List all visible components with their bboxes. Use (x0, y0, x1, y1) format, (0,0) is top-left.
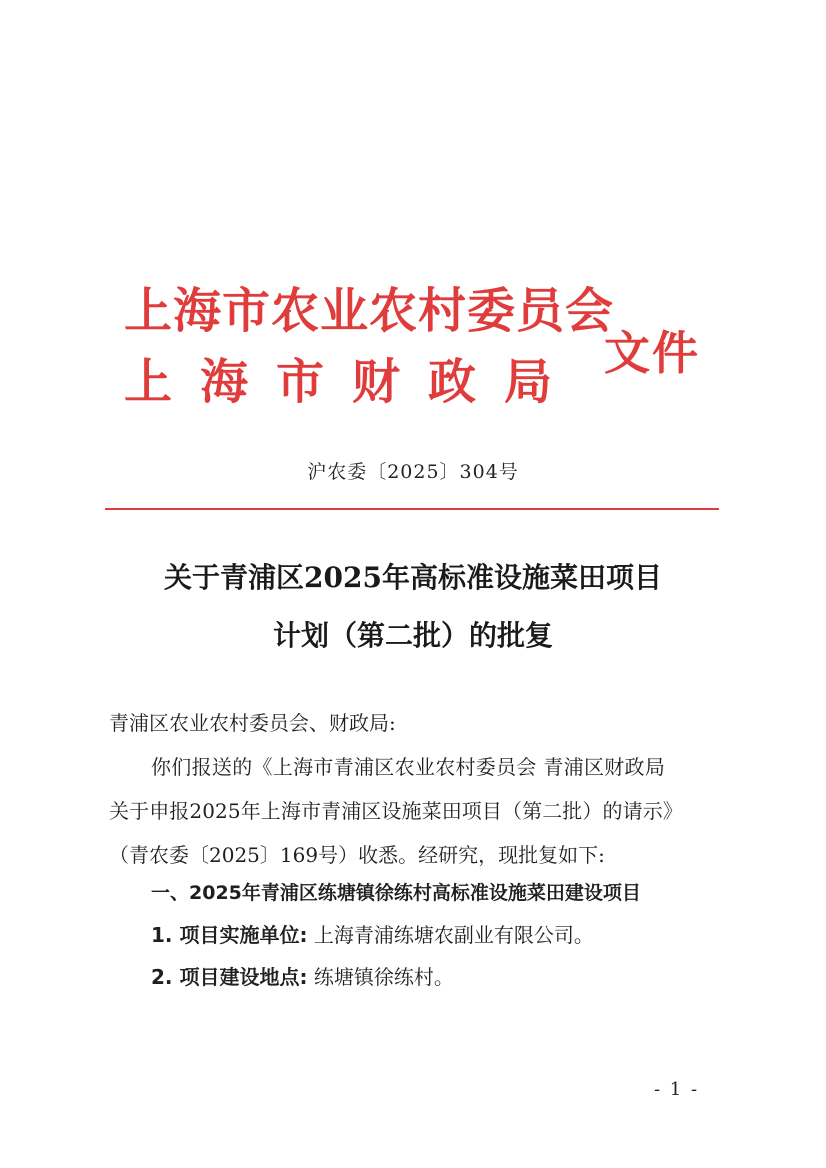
document-title-line-1: 关于青浦区2025年高标准设施菜田项目 (164, 561, 662, 594)
section-heading: 一、2025年青浦区练塘镇徐练村高标准设施菜田建设项目 (151, 882, 641, 904)
issuer-name-finance-bureau: 上海市财政局 (124, 354, 581, 410)
item-value: 上海青浦练塘农副业有限公司。 (313, 923, 594, 947)
item-value: 练塘镇徐练村。 (313, 965, 454, 989)
item-label: 1. 项目实施单位: (151, 923, 308, 947)
recipient-line: 青浦区农业农村委员会、财政局: (109, 711, 396, 735)
paragraph-line: 你们报送的《上海市青浦区农业农村委员会 青浦区财政局 (151, 755, 666, 779)
paragraph-line: （青农委〔2025〕169号）收悉。经研究，现批复如下: (109, 843, 605, 867)
list-item (151, 920, 594, 950)
document-title-line-2: 计划（第二批）的批复 (272, 619, 553, 652)
issuer-name-agriculture-committee: 上海市农业农村委员会 (124, 283, 615, 339)
list-item (151, 962, 454, 992)
item-label: 2. 项目建设地点: (151, 965, 308, 989)
document-type-label: 文件 (604, 326, 700, 380)
page-number: - 1 - (654, 1079, 700, 1100)
paragraph-line: 关于申报2025年上海市青浦区设施菜田项目（第二批）的请示》 (109, 799, 683, 823)
document-number: 沪农委〔2025〕304号 (307, 461, 519, 483)
red-header-divider (105, 508, 719, 510)
